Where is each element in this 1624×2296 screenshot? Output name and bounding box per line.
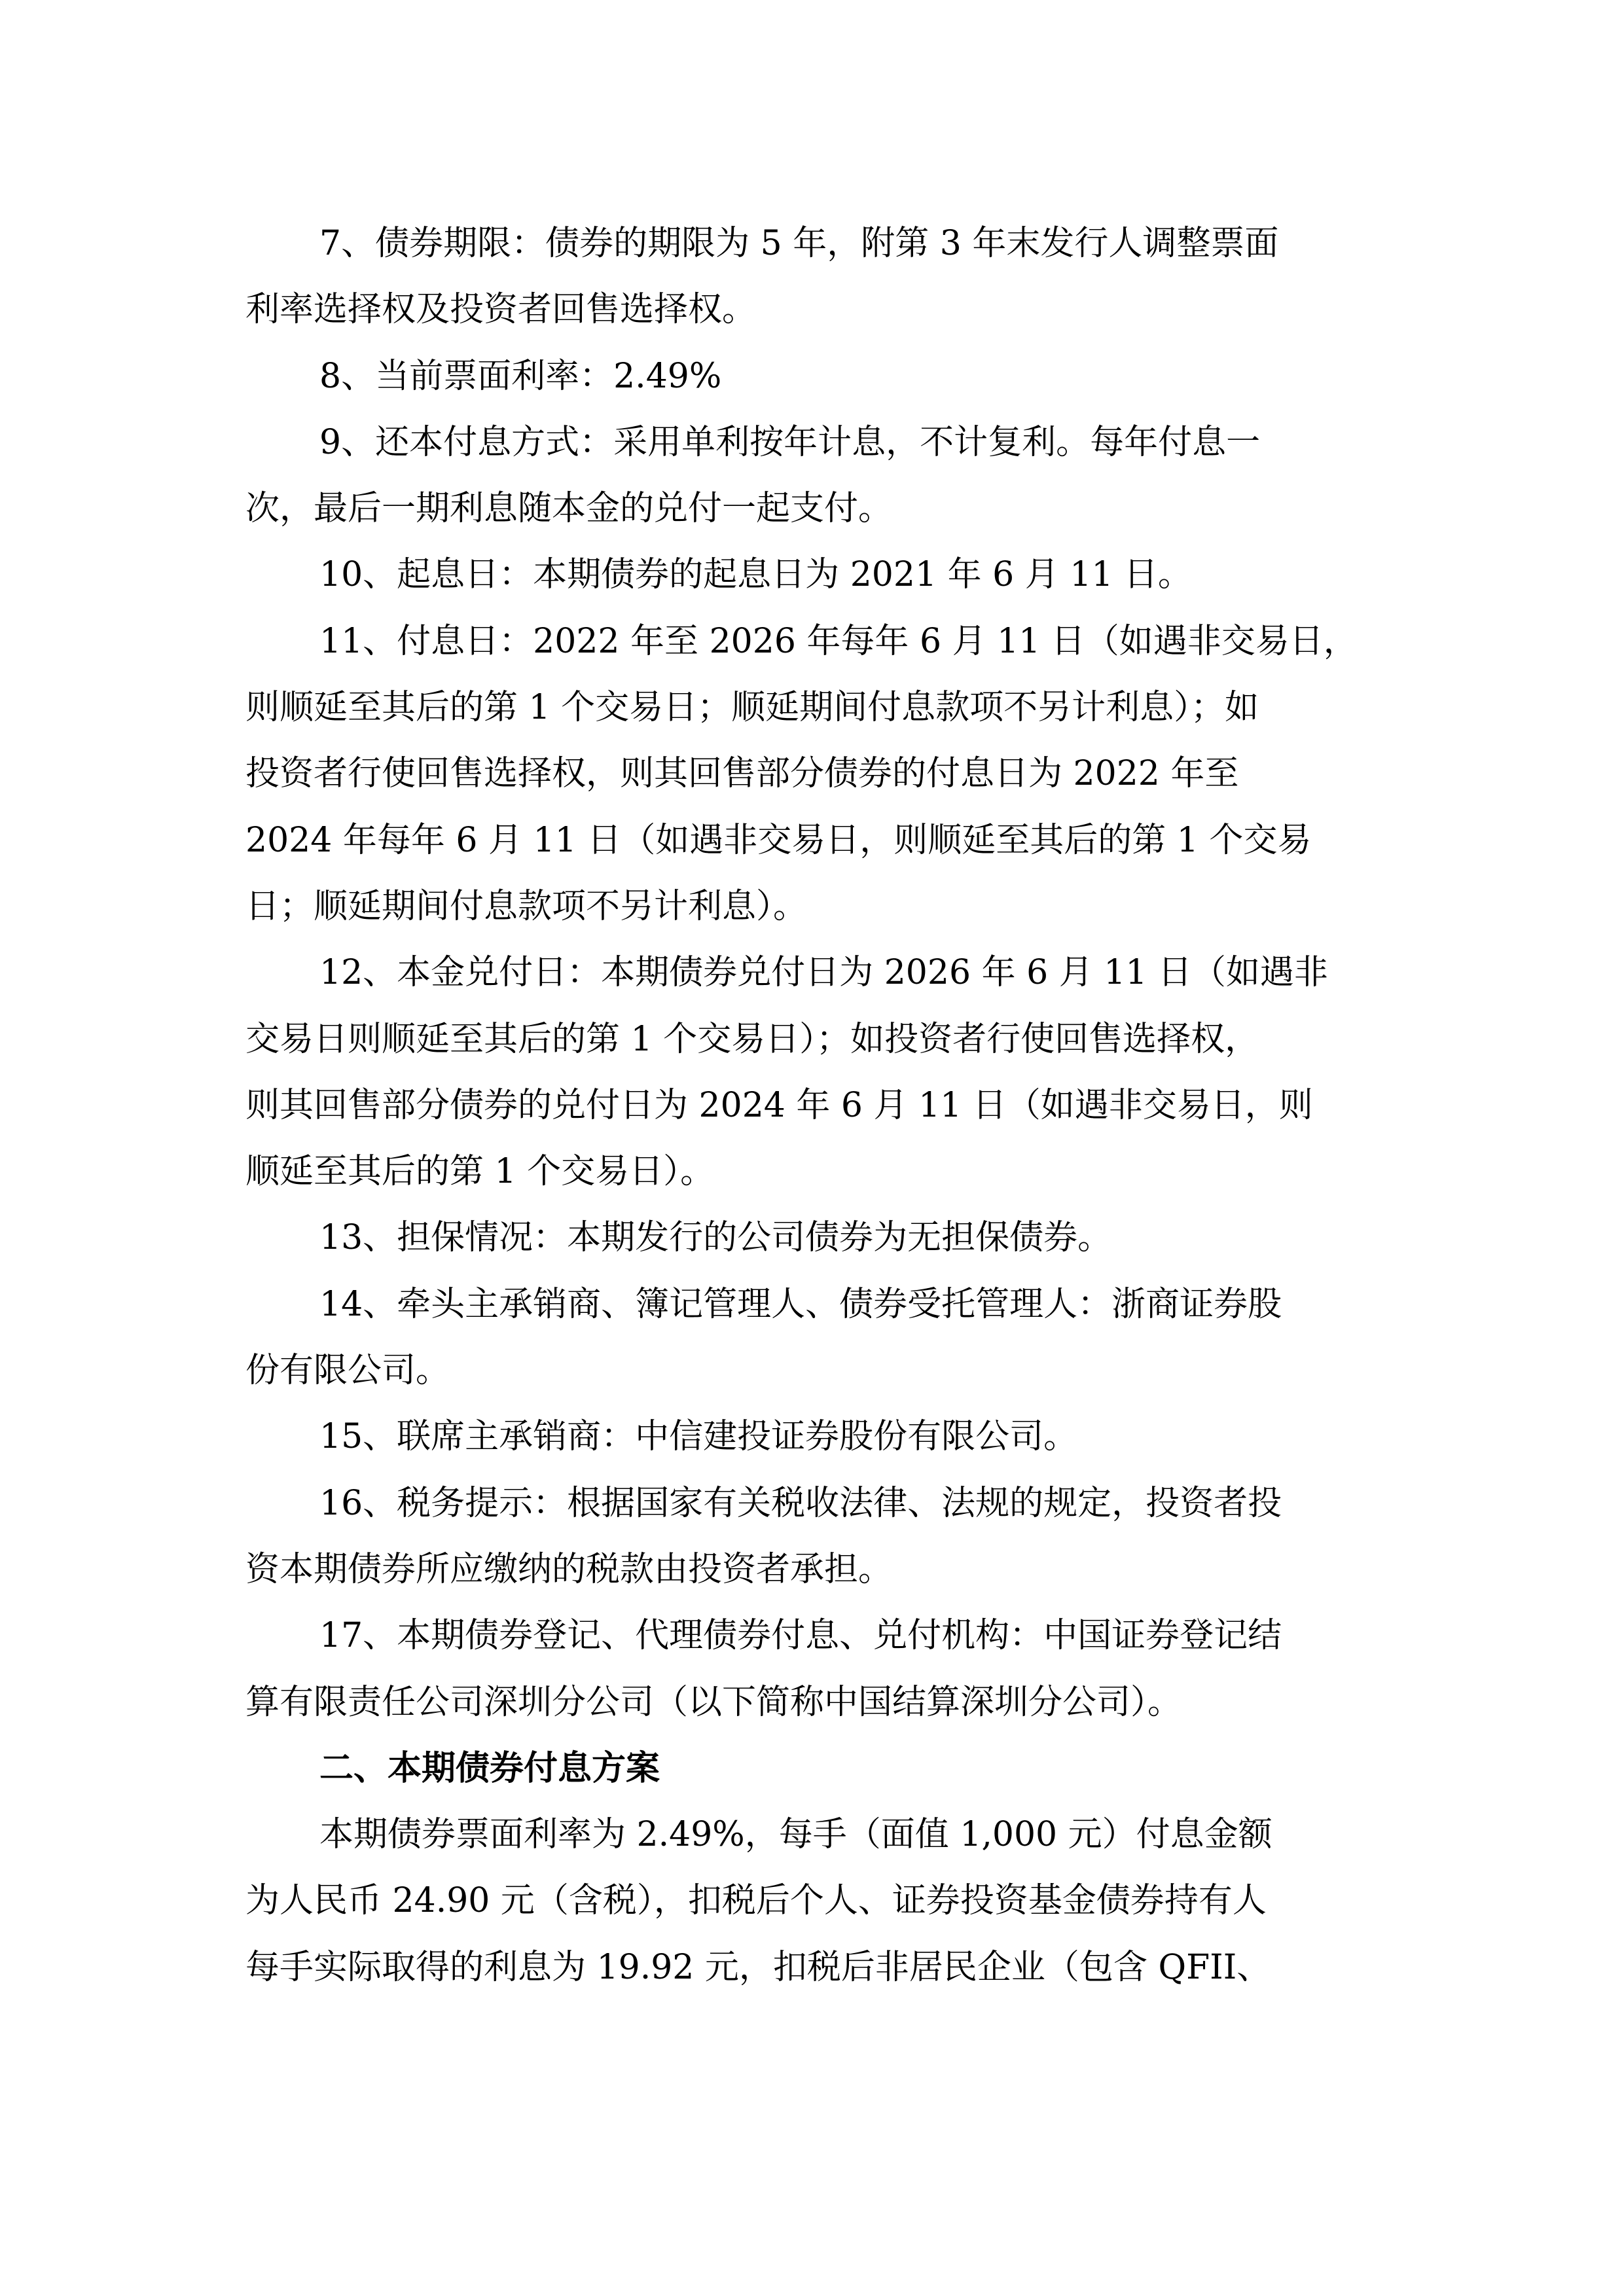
text-line: 15、联席主承销商：中信建投证券股份有限公司。 (319, 1417, 1078, 1457)
text-line: 每手实际取得的利息为 19.92 元，扣税后非居民企业（包含 QFII、 (245, 1947, 1271, 1987)
item-12-principal-redemption-date (245, 940, 1384, 1205)
text-line: 8、当前票面利率：2.49% (319, 356, 722, 396)
item-10-value-date (245, 542, 1384, 608)
text-line: 本期债券票面利率为 2.49%，每手（面值 1,000 元）付息金额 (319, 1815, 1272, 1855)
text-line: 9、还本付息方式：采用单利按年计息，不计复利。每年付息一 (319, 422, 1261, 462)
text-line: 次，最后一期利息随本金的兑付一起支付。 (245, 489, 893, 529)
item-16-tax-notice (245, 1471, 1384, 1604)
item-8-coupon-rate (245, 344, 1384, 410)
item-15-joint-underwriter (245, 1404, 1384, 1470)
text-line: 16、税务提示：根据国家有关税收法律、法规的规定，投资者投 (319, 1483, 1282, 1523)
item-14-lead-underwriter (245, 1272, 1384, 1405)
text-line: 日；顺延期间付息款项不另计利息）。 (245, 886, 808, 926)
item-9-repayment-method (245, 410, 1384, 543)
item-11-interest-payment-date (245, 609, 1384, 940)
item-13-guarantee (245, 1205, 1384, 1271)
text-line: 顺延至其后的第 1 个交易日）。 (245, 1152, 715, 1192)
text-line: 14、牵头主承销商、簿记管理人、债券受托管理人：浙商证券股 (319, 1284, 1282, 1324)
document-page (245, 211, 1384, 2001)
text-line: 17、本期债券登记、代理债券付息、兑付机构：中国证券登记结 (319, 1616, 1282, 1656)
text-line: 交易日则顺延至其后的第 1 个交易日）；如投资者行使回售选择权， (245, 1019, 1259, 1059)
text-line: 7、债券期限：债券的期限为 5 年，附第 3 年末发行人调整票面 (319, 224, 1279, 263)
item-7-bond-term (245, 211, 1384, 344)
text-line: 2024 年每年 6 月 11 日（如遇非交易日，则顺延至其后的第 1 个交易 (245, 820, 1312, 860)
text-line: 则顺延至其后的第 1 个交易日；顺延期间付息款项不另计利息）；如 (245, 688, 1259, 728)
text-line: 13、担保情况：本期发行的公司债券为无担保债券。 (319, 1218, 1112, 1258)
section-heading: 二、本期债券付息方案 (319, 1748, 660, 1788)
text-line: 11、付息日：2022 年至 2026 年每年 6 月 11 日（如遇非交易日， (319, 621, 1358, 661)
item-17-registration-agency (245, 1603, 1384, 1736)
text-line: 份有限公司。 (245, 1351, 450, 1391)
text-line: 10、起息日：本期债券的起息日为 2021 年 6 月 11 日。 (319, 555, 1192, 595)
interest-payment-plan-paragraph (245, 1802, 1384, 2001)
text-line: 为人民币 24.90 元（含税），扣税后个人、证券投资基金债券持有人 (245, 1881, 1267, 1921)
text-line: 利率选择权及投资者回售选择权。 (245, 290, 757, 330)
text-line: 算有限责任公司深圳分公司（以下简称中国结算深圳分公司）。 (245, 1682, 1182, 1722)
text-line: 投资者行使回售选择权，则其回售部分债券的付息日为 2022 年至 (245, 754, 1239, 794)
text-line: 资本期债券所应缴纳的税款由投资者承担。 (245, 1549, 893, 1589)
text-line: 12、本金兑付日：本期债券兑付日为 2026 年 6 月 11 日（如遇非 (319, 953, 1328, 993)
text-line: 则其回售部分债券的兑付日为 2024 年 6 月 11 日（如遇非交易日，则 (245, 1085, 1313, 1125)
